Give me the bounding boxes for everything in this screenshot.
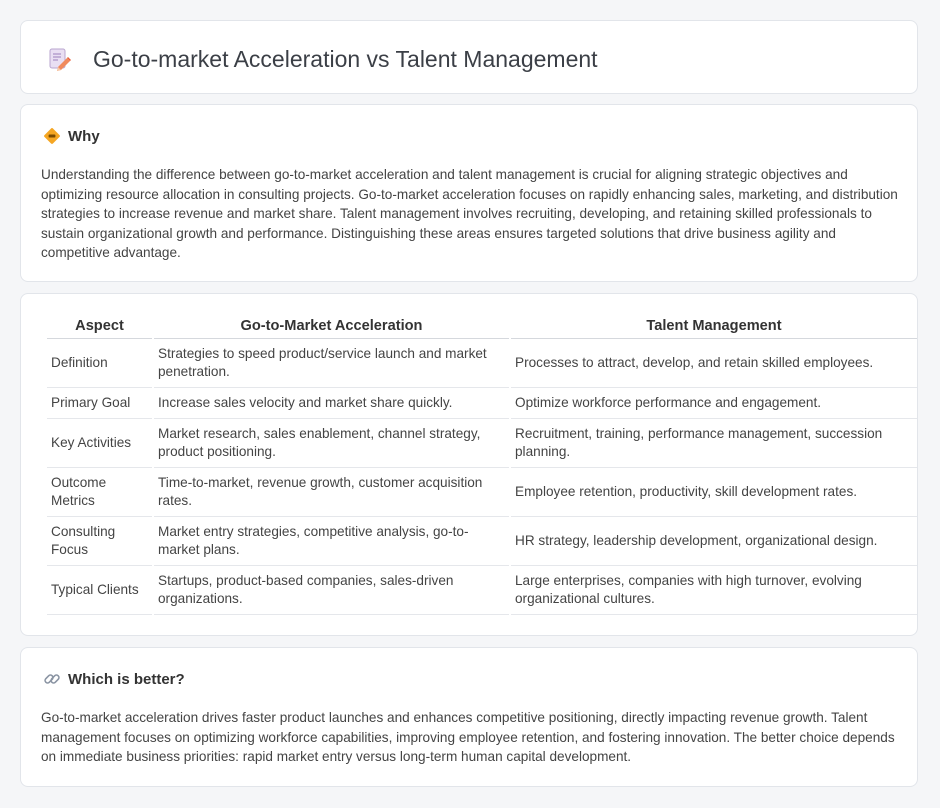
talent-cell: HR strategy, leadership development, organizational design. [511, 517, 917, 566]
page-title: Go-to-market Acceleration vs Talent Management [93, 45, 598, 72]
table-row [47, 388, 917, 419]
talent-cell: Large enterprises, companies with high turnover, evolving organizational cultures. [511, 566, 917, 615]
table-header-row [47, 316, 917, 339]
aspect-cell: Key Activities [47, 419, 152, 468]
better-heading: Which is better? [68, 670, 185, 688]
why-heading-row [43, 127, 100, 145]
talent-cell: Optimize workforce performance and engagement. [511, 388, 917, 419]
why-heading: Why [68, 127, 100, 145]
comparison-table [45, 316, 919, 615]
which-is-better-section [20, 647, 918, 787]
gtm-cell: Time-to-market, revenue growth, customer acquisition rates. [154, 468, 509, 517]
table-row [47, 339, 917, 388]
table-row [47, 517, 917, 566]
column-header-talent: Talent Management [511, 316, 917, 339]
aspect-cell: Primary Goal [47, 388, 152, 419]
table-row [47, 566, 917, 615]
document-pencil-icon [45, 45, 73, 73]
why-text: Understanding the difference between go-to-market acceleration and talent management is crucial for aligning strategic objectives and optimizing resource allocation in consulting projects. Go-to-market acceleration focuses on rapidly enhancing sales, marketing, and distribution strategies to increase revenue and market share. Talent management involves recruiting, developing, and retaining skilled professionals to sustain organizational growth and performance. Distinguishing these areas ensures targeted solutions that drive business agility and competitive advantage. [41, 167, 898, 261]
gtm-cell: Increase sales velocity and market share quickly. [154, 388, 509, 419]
gtm-cell: Market research, sales enablement, channel strategy, product positioning. [154, 419, 509, 468]
gtm-cell: Market entry strategies, competitive analysis, go-to-market plans. [154, 517, 509, 566]
column-header-aspect: Aspect [47, 316, 152, 339]
comparison-table-card [20, 293, 918, 636]
gtm-cell: Strategies to speed product/service launch and market penetration. [154, 339, 509, 388]
better-text: Go-to-market acceleration drives faster product launches and enhances competitive positioning, directly impacting revenue growth. Talent management focuses on optimizing workforce capabilities, improving employee retention, and fostering innovation. The better choice depends on immediate business priorities: rapid market entry versus long-term human capital development. [41, 710, 895, 765]
aspect-cell: Definition [47, 339, 152, 388]
aspect-cell: Outcome Metrics [47, 468, 152, 517]
gtm-cell: Startups, product-based companies, sales-driven organizations. [154, 566, 509, 615]
talent-cell: Processes to attract, develop, and retain skilled employees. [511, 339, 917, 388]
link-icon [43, 670, 61, 688]
title-row [45, 45, 598, 73]
why-section [20, 104, 918, 282]
talent-cell: Recruitment, training, performance management, succession planning. [511, 419, 917, 468]
diamond-sign-icon [43, 127, 61, 145]
title-card [20, 20, 918, 94]
table-row [47, 468, 917, 517]
better-heading-row [43, 670, 185, 688]
aspect-cell: Typical Clients [47, 566, 152, 615]
column-header-gtm: Go-to-Market Acceleration [154, 316, 509, 339]
aspect-cell: Consulting Focus [47, 517, 152, 566]
talent-cell: Employee retention, productivity, skill development rates. [511, 468, 917, 517]
table-row [47, 419, 917, 468]
